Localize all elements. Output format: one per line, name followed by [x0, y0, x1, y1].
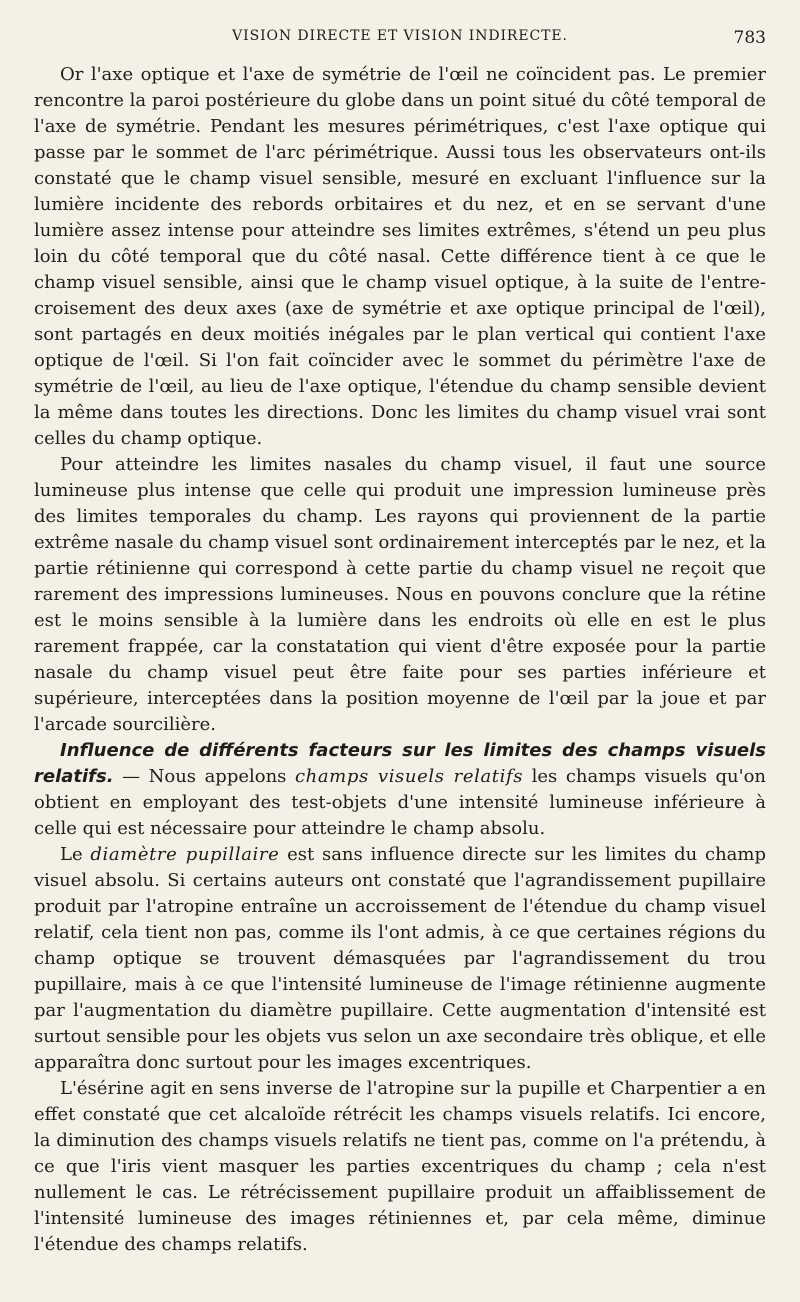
section-heading: Influence de différents facteurs sur les limites des champs visuels relatifs.: [34, 740, 766, 787]
pupil-rest: est sans influence directe sur les limites du champ visuel absolu. Si certains auteurs ont constaté que l'agrandissement pupillaire produit par l'atropine entraîne un accroissement de l'étendue du champ visuel relatif, cela tient non pas, comme ils l'ont admis, à ce que certaines régions du champ optique se trouvent démasquées par l'agrandissement du trou pupillaire, mais à ce que l'intensité lumineuse de l'image rétinienne augmente par l'augmentation du diamètre pupillaire. Cette augmentation d'intensité est surtout sensible pour les objets vus selon un axe secondaire très oblique, et elle apparaîtra donc surtout pour les images excentriques.: [34, 844, 766, 1073]
pupil-lead: Le: [60, 844, 91, 865]
paragraph-axis: Or l'axe optique et l'axe de symétrie de l'œil ne coïncident pas. Le premier rencontre la paroi postérieure du globe dans un point situé du côté temporal de l'axe de symétrie. Pendant les mesures périmétriques, c'est l'axe optique qui passe par le sommet de l'arc périmétrique. Aussi tous les observateurs ont-ils constaté que le champ visuel sensible, mesuré en excluant l'influence sur la lumière incidente des rebords orbitaires et du nez, et en se servant d'une lumière assez intense pour atteindre ses limites extrêmes, s'étend un peu plus loin du côté temporal que du côté nasal. Cette différence tient à ce que le champ visuel sensible, ainsi que le champ visuel optique, à la suite de l'entre-croisement des deux axes (axe de symétrie et axe optique principal de l'œil), sont partagés en deux moitiés inégales par le plan vertical qui contient l'axe optique de l'œil. Si l'on fait coïncider avec le sommet du périmètre l'axe de symétrie de l'œil, au lieu de l'axe optique, l'étendue du champ sensible devient la même dans toutes les directions. Donc les limites du champ visuel vrai sont celles du champ optique.: [34, 64, 766, 449]
definition-intro: Nous appelons: [148, 766, 295, 787]
definition-term: champs visuels relatifs: [294, 766, 524, 787]
paragraph-eserine: L'ésérine agit en sens inverse de l'atropine sur la pupille et Charpentier a en effet constaté que cet alcaloïde rétrécit les champs visuels relatifs. Ici encore, la diminution des champs visuels relatifs ne tient pas, comme on l'a prétendu, à ce que l'iris vient masquer les parties excentriques du champ ; cela n'est nullement le cas. Le rétrécissement pupillaire produit un affaiblissement de l'intensité lumineuse des images rétiniennes et, par cela même, diminue l'étendue des champs relatifs.: [34, 1078, 766, 1255]
definition-rest: les champs visuels qu'on obtient en employant des test-objets d'une intensité lumineuse inférieure à celle qui est nécessaire pour atteindre le champ absolu.: [34, 766, 767, 839]
heading-dash: —: [113, 766, 149, 787]
paragraph-pupil-diameter: [34, 842, 766, 1076]
running-head: [34, 28, 766, 52]
running-title: VISION DIRECTE ET VISION INDIRECTE.: [232, 28, 568, 44]
pupil-term: diamètre pupillaire: [90, 844, 280, 865]
paragraph-relative-fields: [34, 738, 766, 842]
page-number: 783: [733, 28, 766, 48]
paragraph-nasal-limits: Pour atteindre les limites nasales du champ visuel, il faut une source lumineuse plus intense que celle qui produit une impression lumineuse près des limites temporales du champ. Les rayons qui proviennent de la partie extrême nasale du champ visuel sont ordinairement interceptés par le nez, et la partie rétinienne qui correspond à cette partie du champ visuel ne reçoit que rarement des impressions lumineuses. Nous en pouvons conclure que la rétine est le moins sensible à la lumière dans les endroits où elle en est le plus rarement frappée, car la constatation qui vient d'être exposée pour la partie nasale du champ visuel peut être faite pour ses parties inférieure et supérieure, interceptées dans la position moyenne de l'œil par la joue et par l'arcade sourcilière.: [34, 454, 766, 735]
